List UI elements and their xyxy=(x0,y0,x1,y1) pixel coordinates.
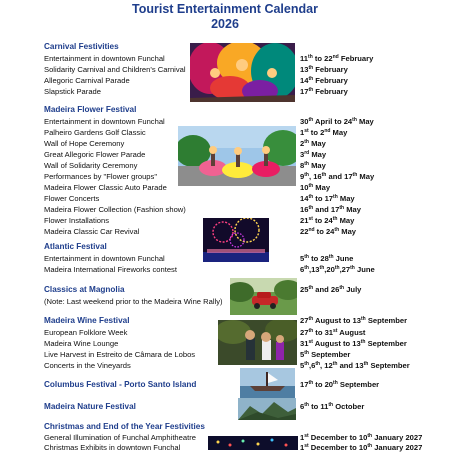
event-date: 25th and 26th July xyxy=(300,285,362,294)
event-name: Entertainment in downtown Funchal xyxy=(44,117,165,126)
event-date: 1st December to 10th January 2027 xyxy=(300,443,423,452)
fireworks-photo xyxy=(203,218,269,262)
event-date: 9th, 16th and 17th May xyxy=(300,172,375,181)
event-date: 31st August to 13th September xyxy=(300,339,407,348)
event-name: European Folklore Week xyxy=(44,328,128,337)
event-name: Wall of Hope Ceremony xyxy=(44,139,125,148)
wine-harvest-photo xyxy=(218,320,297,365)
event-date: 13th February xyxy=(300,65,348,74)
event-name: Madeira Classic Car Revival xyxy=(44,227,140,236)
event-name: Entertainment in downtown Funchal xyxy=(44,254,165,263)
event-date: 5th,6th, 12th and 13th September xyxy=(300,361,410,370)
page-year: 2026 xyxy=(211,17,239,31)
event-name: Great Allegoric Flower Parade xyxy=(44,150,146,159)
columbus-photo xyxy=(240,368,295,398)
event-date: 5th September xyxy=(300,350,351,359)
event-name: Madeira Flower Collection (Fashion show) xyxy=(44,205,186,214)
event-name: Madeira Flower Classic Auto Parade xyxy=(44,183,167,192)
event-date: 3rd May xyxy=(300,150,327,159)
event-name: Christmas Exhibits in downtown Funchal xyxy=(44,443,181,452)
event-name: Palheiro Gardens Golf Classic xyxy=(44,128,146,137)
event-date: 5th to 28th June xyxy=(300,254,354,263)
event-name: Live Harvest in Estreito de Câmara de Lobos xyxy=(44,350,196,359)
event-date: 6th,13th,20th,27th June xyxy=(300,265,375,274)
event-date: 21st to 24th May xyxy=(300,216,355,225)
event-name: Wall of Solidarity Ceremony xyxy=(44,161,138,170)
event-note: (Note: Last weekend prior to the Madeira Wine Rally) xyxy=(44,297,223,306)
event-date: 1st to 2nd May xyxy=(300,128,348,137)
event-date: 10th May xyxy=(300,183,331,192)
page-title: Tourist Entertainment Calendar xyxy=(132,2,318,16)
event-name: Madeira Wine Lounge xyxy=(44,339,119,348)
event-name: Allegoric Carnival Parade xyxy=(44,76,130,85)
nature-photo xyxy=(238,398,296,420)
flower-parade-photo xyxy=(178,126,296,186)
event-name: Entertainment in downtown Funchal xyxy=(44,54,165,63)
event-name: Slapstick Parade xyxy=(44,87,101,96)
event-date: 14th February xyxy=(300,76,348,85)
event-date: 2th May xyxy=(300,139,326,148)
classic-car-photo xyxy=(230,278,297,315)
section-title-atlantic: Atlantic Festival xyxy=(44,242,107,251)
section-title-nature: Madeira Nature Festival xyxy=(44,402,136,411)
event-name: Performances by "Flower groups" xyxy=(44,172,158,181)
event-date: 27th August to 13th September xyxy=(300,316,408,325)
event-date: 14th to 17th May xyxy=(300,194,355,203)
event-date: 6th to 11th October xyxy=(300,402,365,411)
event-date: 1st December to 10th January 2027 xyxy=(300,433,423,442)
section-title-columbus: Columbus Festival - Porto Santo Island xyxy=(44,380,197,389)
event-name: Flower Concerts xyxy=(44,194,100,203)
section-title-carnival: Carnival Festivities xyxy=(44,42,119,51)
section-title-christmas: Christmas and End of the Year Festivities xyxy=(44,422,205,431)
section-title-flower: Madeira Flower Festival xyxy=(44,105,137,114)
event-name: Solidarity Carnival and Children's Carnival xyxy=(44,65,186,74)
carnival-photo xyxy=(190,43,295,102)
event-name: General Illumination of Funchal Amphitheatre xyxy=(44,433,196,442)
section-title-wine: Madeira Wine Festival xyxy=(44,316,130,325)
event-date: 8th May xyxy=(300,161,326,170)
event-name: Concerts in the Vineyards xyxy=(44,361,131,370)
christmas-lights-photo xyxy=(208,436,298,450)
event-date: 17th February xyxy=(300,87,348,96)
section-title-magnolia: Classics at Magnolia xyxy=(44,285,125,294)
event-name: Flower Installations xyxy=(44,216,109,225)
event-date: 30th April to 24th May xyxy=(300,117,374,126)
event-date: 17th to 20th September xyxy=(300,380,380,389)
event-date: 16th and 17th May xyxy=(300,205,361,214)
event-date: 27th to 31st August xyxy=(300,328,366,337)
event-date: 22nd to 24th May xyxy=(300,227,357,236)
event-name: Madeira International Fireworks contest xyxy=(44,265,177,274)
event-date: 11th to 22nd February xyxy=(300,54,374,63)
